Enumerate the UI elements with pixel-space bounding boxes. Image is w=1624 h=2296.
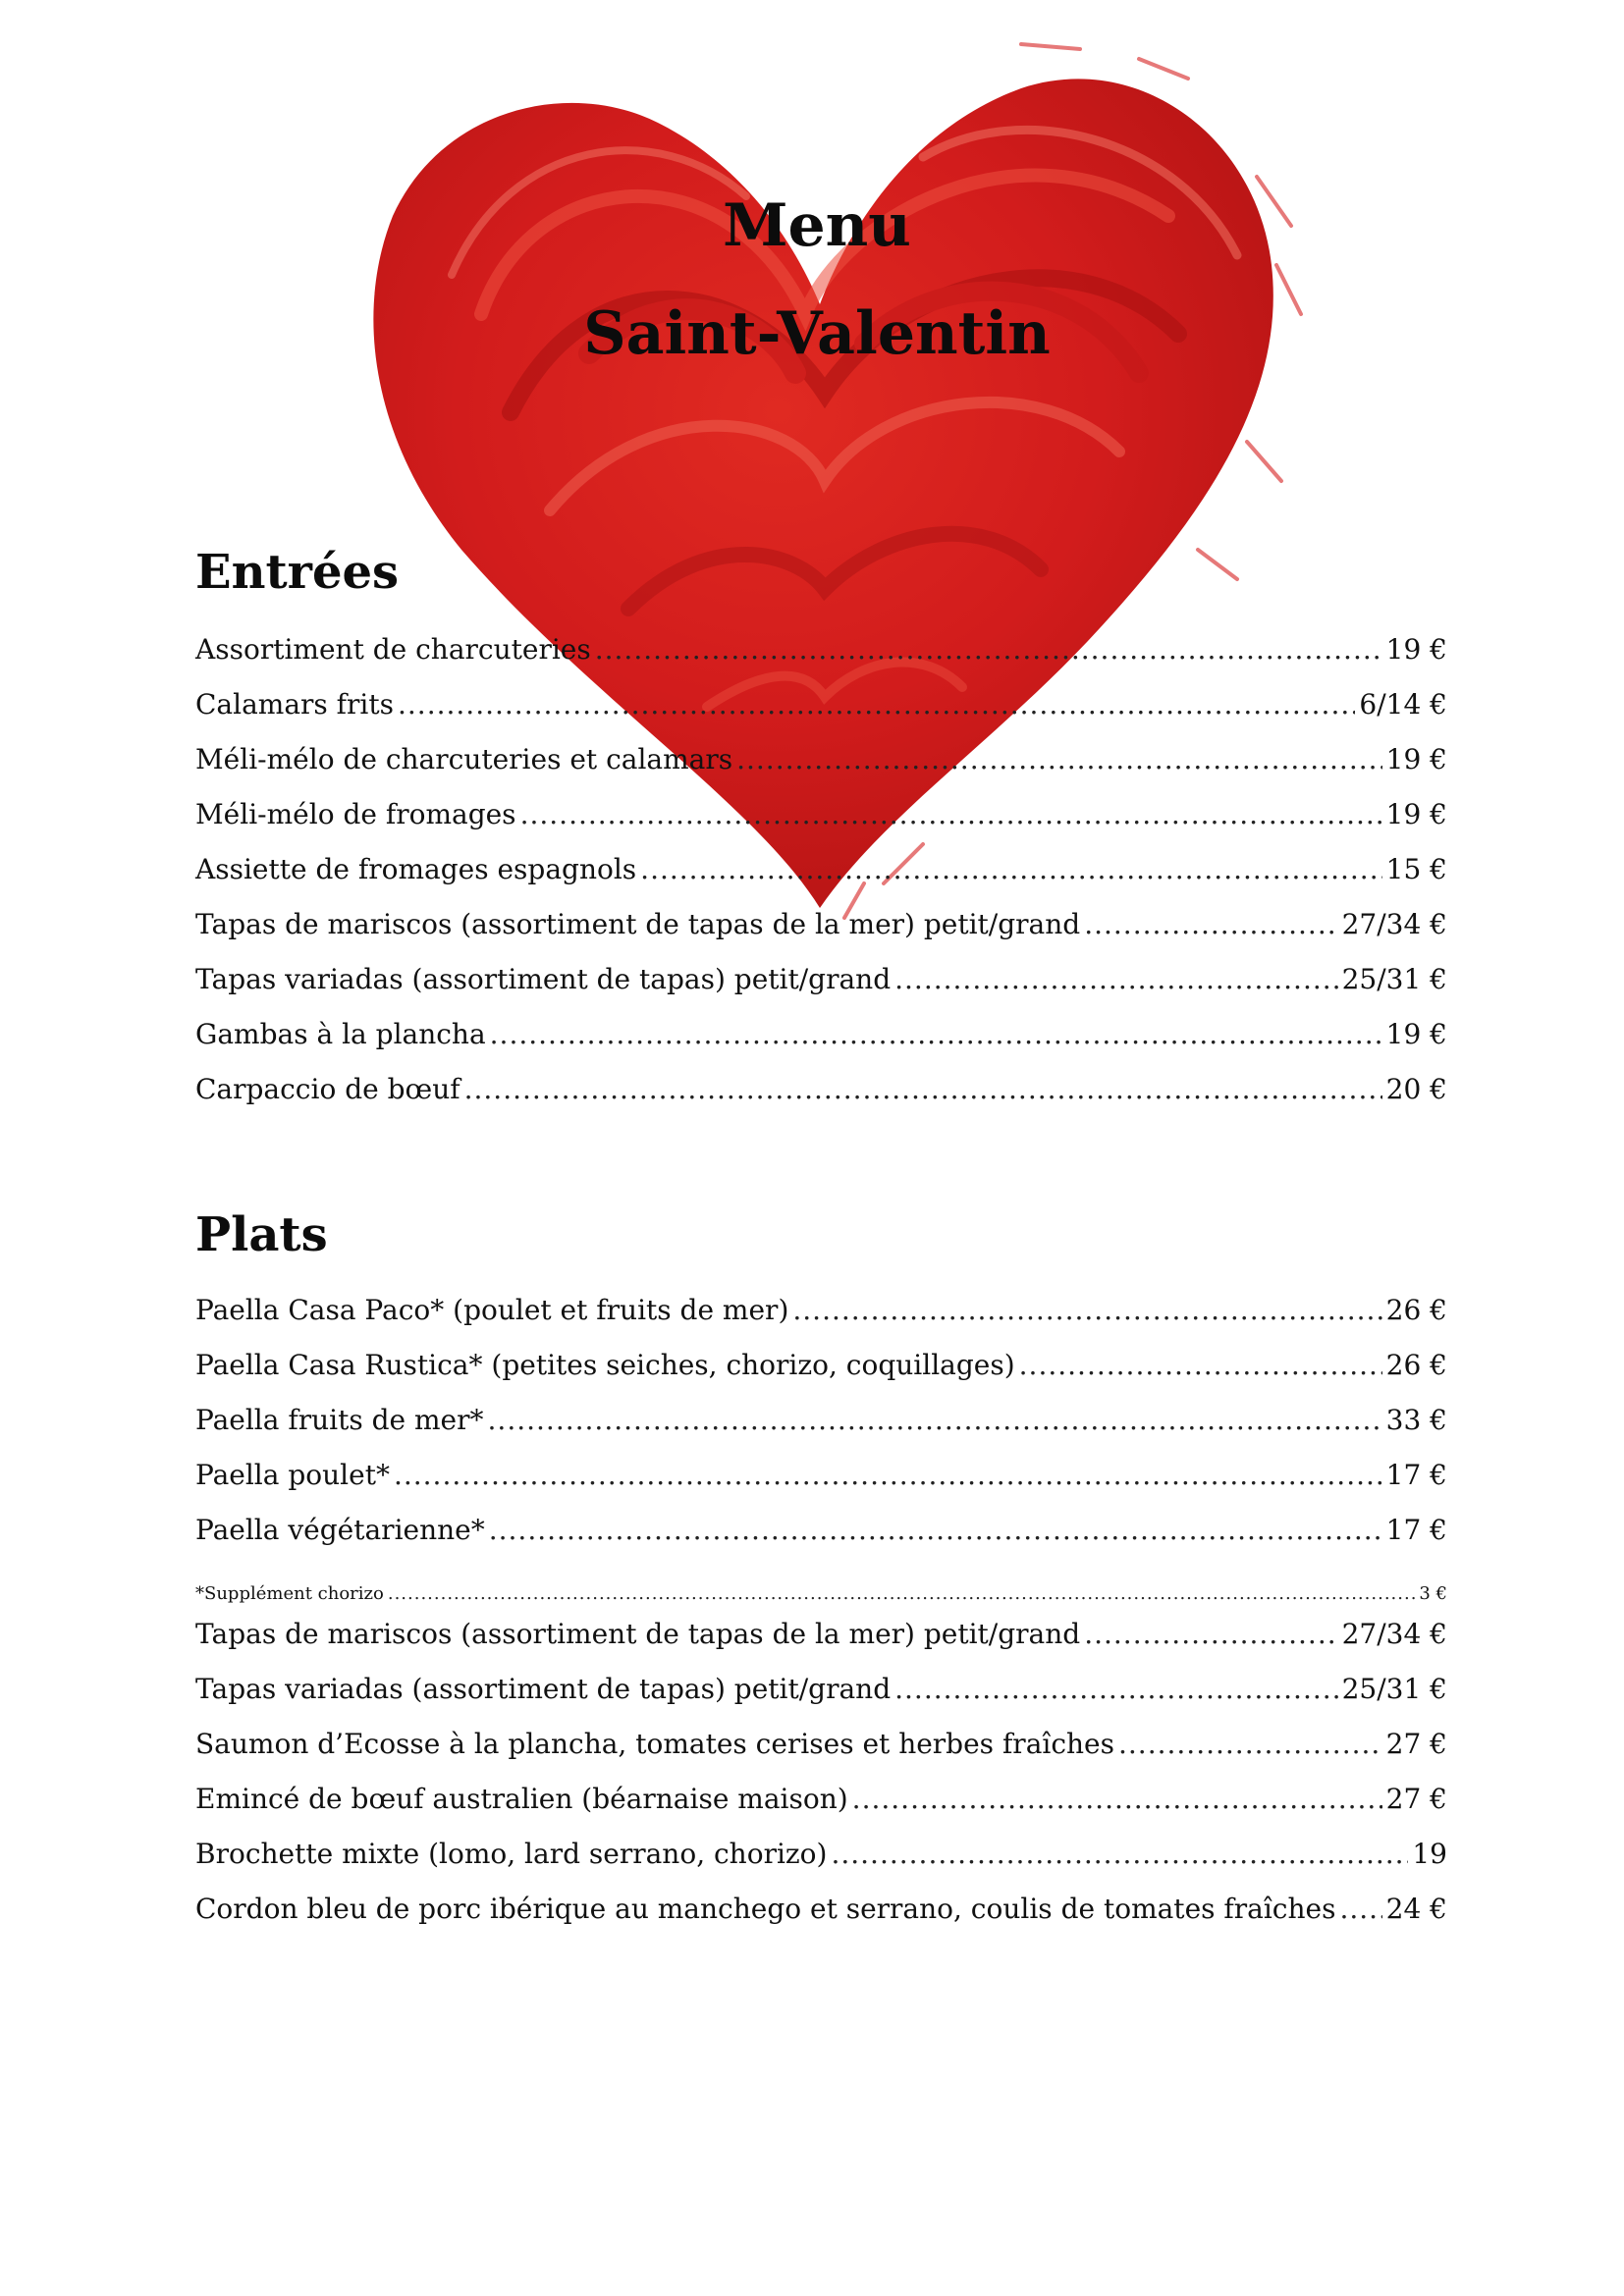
item-price: 26 €: [1385, 1349, 1447, 1381]
item-price: 15 €: [1385, 853, 1447, 885]
dot-leader: [852, 1783, 1382, 1815]
dot-leader: [464, 1073, 1382, 1105]
menu-item: [195, 1618, 1447, 1673]
dot-leader: [398, 688, 1355, 721]
item-price: 17 €: [1385, 1514, 1447, 1546]
item-price: 27/34 €: [1341, 1618, 1447, 1650]
dot-leader: [1084, 908, 1337, 940]
item-name: Paella végétarienne*: [195, 1514, 485, 1546]
dot-leader: [394, 1459, 1382, 1491]
dot-leader: [1019, 1349, 1382, 1381]
menu-item: [195, 1838, 1447, 1893]
title-saint-valentin: Saint-Valentin: [583, 299, 1051, 368]
dot-leader: [736, 743, 1382, 775]
item-price: 19 €: [1385, 1018, 1447, 1050]
menu-item: [195, 743, 1447, 798]
supplement-note: [195, 1569, 1447, 1618]
dot-leader: [388, 1583, 1416, 1604]
item-name: Assortiment de charcuteries: [195, 633, 591, 666]
item-name: Paella fruits de mer*: [195, 1404, 484, 1436]
item-price: 27/34 €: [1341, 908, 1447, 940]
dot-leader: [894, 1673, 1337, 1705]
dot-leader: [520, 798, 1382, 830]
menu-item: [195, 1514, 1447, 1569]
menu-item: [195, 1893, 1447, 1948]
item-price: 19 €: [1385, 633, 1447, 666]
menu-item: [195, 1018, 1447, 1073]
menu-item: [195, 633, 1447, 688]
item-price: 6/14 €: [1359, 688, 1447, 721]
menu-item: [195, 853, 1447, 908]
menu-item: [195, 1404, 1447, 1459]
item-price: 3 €: [1419, 1582, 1447, 1604]
item-price: 24 €: [1385, 1893, 1447, 1925]
item-price: 17 €: [1385, 1459, 1447, 1491]
item-name: Méli-mélo de charcuteries et calamars: [195, 743, 733, 775]
menu-item: [195, 908, 1447, 963]
item-name: Tapas de mariscos (assortiment de tapas de la mer) petit/grand: [195, 1618, 1081, 1650]
menu-item: [195, 1349, 1447, 1404]
item-price: 25/31 €: [1341, 963, 1447, 995]
dot-leader: [488, 1404, 1382, 1436]
menu-item: [195, 1728, 1447, 1783]
item-name: *Supplément chorizo: [195, 1582, 384, 1604]
item-name: Méli-mélo de fromages: [195, 798, 516, 830]
dot-leader: [831, 1838, 1408, 1870]
dot-leader: [1339, 1893, 1381, 1925]
plats-list: [195, 1294, 1447, 1948]
item-name: Assiette de fromages espagnols: [195, 853, 637, 885]
section-heading-entrees: Entrées: [195, 545, 400, 600]
item-price: 20 €: [1385, 1073, 1447, 1105]
title-menu: Menu: [723, 191, 911, 260]
menu-item: [195, 1294, 1447, 1349]
item-name: Gambas à la plancha: [195, 1018, 486, 1050]
menu-item: [195, 1073, 1447, 1128]
dot-leader: [1118, 1728, 1382, 1760]
menu-item: [195, 963, 1447, 1018]
item-price: 33 €: [1385, 1404, 1447, 1436]
item-name: Saumon d’Ecosse à la plancha, tomates cerises et herbes fraîches: [195, 1728, 1114, 1760]
item-price: 19 €: [1385, 798, 1447, 830]
item-name: Emincé de bœuf australien (béarnaise maison): [195, 1783, 848, 1815]
item-name: Tapas variadas (assortiment de tapas) petit/grand: [195, 963, 892, 995]
menu-item: [195, 1673, 1447, 1728]
dot-leader: [1084, 1618, 1337, 1650]
item-price: 19: [1412, 1838, 1447, 1870]
item-name: Paella poulet*: [195, 1459, 390, 1491]
dot-leader: [490, 1018, 1382, 1050]
dot-leader: [894, 963, 1337, 995]
item-name: Cordon bleu de porc ibérique au manchego et serrano, coulis de tomates fraîches: [195, 1893, 1336, 1925]
dot-leader: [792, 1294, 1381, 1326]
menu-item: [195, 688, 1447, 743]
item-name: Paella Casa Paco* (poulet et fruits de mer): [195, 1294, 789, 1326]
item-price: 26 €: [1385, 1294, 1447, 1326]
item-price: 27 €: [1385, 1783, 1447, 1815]
item-name: Brochette mixte (lomo, lard serrano, chorizo): [195, 1838, 828, 1870]
item-price: 19 €: [1385, 743, 1447, 775]
dot-leader: [489, 1514, 1382, 1546]
dot-leader: [640, 853, 1381, 885]
item-price: 25/31 €: [1341, 1673, 1447, 1705]
item-name: Tapas de mariscos (assortiment de tapas de la mer) petit/grand: [195, 908, 1081, 940]
section-heading-plats: Plats: [195, 1207, 328, 1262]
item-name: Paella Casa Rustica* (petites seiches, chorizo, coquillages): [195, 1349, 1015, 1381]
item-name: Calamars frits: [195, 688, 394, 721]
menu-item: [195, 798, 1447, 853]
menu-item: [195, 1459, 1447, 1514]
menu-item: [195, 1783, 1447, 1838]
item-price: 27 €: [1385, 1728, 1447, 1760]
dot-leader: [595, 633, 1382, 666]
item-name: Tapas variadas (assortiment de tapas) petit/grand: [195, 1673, 892, 1705]
item-name: Carpaccio de bœuf: [195, 1073, 460, 1105]
entrees-list: [195, 633, 1447, 1128]
